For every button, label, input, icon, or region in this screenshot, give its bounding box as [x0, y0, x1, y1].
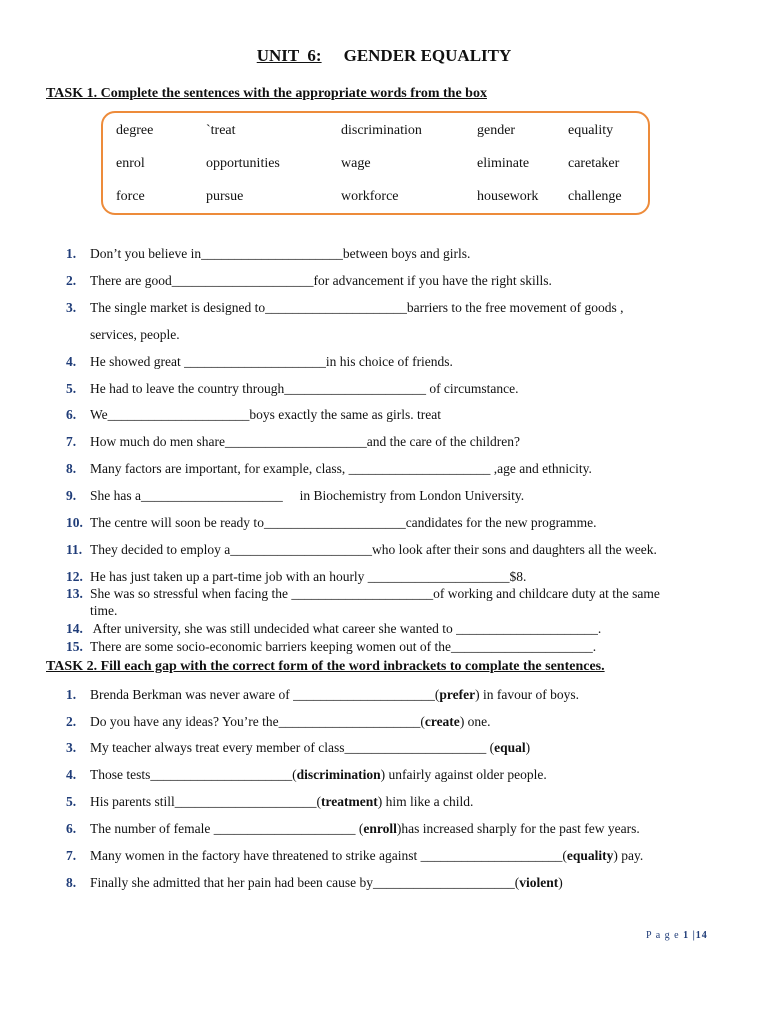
item-text-after: ) him like a child.	[377, 794, 474, 809]
task1-item	[66, 461, 726, 477]
item-text: My teacher always treat every member of class_____________________ (	[90, 740, 495, 755]
item-text: She has a_____________________ in Biochemistry from London University.	[90, 488, 525, 503]
item-text: We_____________________boys exactly the same as girls. treat	[90, 407, 441, 422]
task1-item	[66, 569, 726, 585]
task2-item	[66, 821, 726, 837]
bracket-word: equality	[566, 848, 614, 863]
item-number: 8.	[66, 875, 77, 890]
item-number: 6.	[66, 407, 77, 422]
item-text: He had to leave the country through_____________________ of circumstance.	[90, 381, 519, 396]
box-word: `treat	[206, 123, 236, 138]
item-text: How much do men share_____________________and the care of the children?	[90, 434, 521, 449]
box-word: caretaker	[568, 156, 620, 171]
page-label: P a g e	[646, 930, 680, 941]
bracket-word: treatment	[321, 794, 378, 809]
item-text: Brenda Berkman was never aware of _____________________(	[90, 687, 440, 702]
item-number: 14.	[66, 621, 83, 636]
task1-item	[66, 273, 726, 289]
item-text-after: )	[558, 875, 563, 890]
bracket-word: prefer	[439, 687, 476, 702]
item-text: She was so stressful when facing the _____________________of working and childcare duty at the same	[90, 586, 660, 601]
box-word: gender	[477, 123, 516, 138]
topic-label: GENDER EQUALITY	[343, 46, 512, 65]
task1-item	[66, 381, 726, 397]
item-text-after: )	[525, 740, 531, 755]
box-word: opportunities	[206, 156, 280, 171]
item-text: Many factors are important, for example, class, _____________________ ,age and ethnicity.	[90, 461, 592, 476]
bracket-word: discrimination	[296, 767, 381, 782]
item-text: The centre will soon be ready to_____________________candidates for the new programme.	[90, 515, 597, 530]
box-word: degree	[116, 123, 154, 138]
item-number: 4.	[66, 767, 77, 782]
task2-item	[66, 740, 726, 756]
box-word: housework	[477, 189, 539, 204]
task1-item	[66, 639, 726, 655]
item-text: Many women in the factory have threatened to strike against _____________________(	[90, 848, 567, 863]
box-word: equality	[568, 123, 614, 138]
item-number: 12.	[66, 569, 83, 584]
item-text: After university, she was still undecided what career she wanted to _____________________.	[90, 621, 602, 636]
item-number: 6.	[66, 821, 77, 836]
unit-label: UNIT 6:	[256, 46, 322, 65]
task1-item	[66, 542, 726, 558]
item-text: He showed great _____________________in his choice of friends.	[90, 354, 453, 369]
task2-item	[66, 794, 726, 810]
item-number: 2.	[66, 273, 77, 288]
task2-item	[66, 687, 726, 703]
item-text-after: ) one.	[459, 714, 491, 729]
item-number: 10.	[66, 515, 83, 530]
task1-item	[66, 407, 726, 423]
item-number: 3.	[66, 740, 77, 755]
word-box	[101, 111, 650, 215]
box-word: pursue	[206, 189, 244, 204]
box-word: challenge	[568, 189, 622, 204]
box-word: discrimination	[341, 123, 422, 138]
task1-heading: TASK 1. Complete the sentences with the appropriate words from the box	[46, 86, 487, 101]
item-text-after: ) in favour of boys.	[475, 687, 579, 702]
box-word: force	[116, 189, 145, 204]
bracket-word: create	[424, 714, 460, 729]
item-text: He has just taken up a part-time job with an hourly _____________________$8.	[90, 569, 527, 584]
item-number: 13.	[66, 586, 83, 601]
item-number: 5.	[66, 794, 77, 809]
item-text-after: )has increased sharply for the past few years.	[396, 821, 640, 836]
item-text: His parents still_____________________(	[90, 794, 321, 809]
item-text: The number of female _____________________ (	[90, 821, 364, 836]
task1-item	[66, 621, 726, 637]
item-text-continued: services, people.	[90, 327, 180, 342]
task1-item	[66, 246, 726, 262]
task1-item	[66, 515, 726, 531]
task1-item	[66, 300, 726, 316]
item-number: 9.	[66, 488, 77, 503]
item-text: Don’t you believe in_____________________between boys and girls.	[90, 246, 471, 261]
item-number: 4.	[66, 354, 77, 369]
item-text: They decided to employ a_____________________who look after their sons and daughters all the week.	[90, 542, 657, 557]
task1-item	[66, 354, 726, 370]
task1-item-continuation	[66, 327, 726, 343]
task1-item-continuation	[66, 603, 726, 619]
item-number: 1.	[66, 246, 77, 261]
item-number: 5.	[66, 381, 77, 396]
task1-item	[66, 586, 726, 602]
box-word: wage	[341, 156, 371, 171]
page-number: 1 |14	[683, 930, 708, 941]
item-number: 15.	[66, 639, 83, 654]
item-text-continued: time.	[90, 603, 118, 618]
item-text: Do you have any ideas? You’re the_____________________(	[90, 714, 425, 729]
task2-heading: TASK 2. Fill each gap with the correct form of the word inbrackets to complate the sentences.	[46, 659, 605, 674]
item-text: There are good_____________________for advancement if you have the right skills.	[90, 273, 552, 288]
bracket-word: equal	[494, 740, 526, 755]
task2-item	[66, 875, 726, 891]
item-text: The single market is designed to_____________________barriers to the free movement of goods ,	[90, 300, 624, 315]
task1-item	[66, 434, 726, 450]
page-title	[0, 46, 768, 66]
task2-item	[66, 767, 726, 783]
item-text-after: ) unfairly against older people.	[380, 767, 547, 782]
task1-item	[66, 488, 726, 504]
bracket-word: enroll	[363, 821, 397, 836]
item-number: 7.	[66, 434, 77, 449]
box-word: eliminate	[477, 156, 530, 171]
item-number: 2.	[66, 714, 77, 729]
item-number: 8.	[66, 461, 77, 476]
item-number: 7.	[66, 848, 77, 863]
item-text: Finally she admitted that her pain had been cause by_____________________(	[90, 875, 520, 890]
item-text: Those tests_____________________(	[90, 767, 297, 782]
item-text-after: ) pay.	[613, 848, 644, 863]
task2-item	[66, 714, 726, 730]
box-word: enrol	[116, 156, 145, 171]
item-number: 1.	[66, 687, 77, 702]
box-word: workforce	[341, 189, 399, 204]
item-text: There are some socio-economic barriers keeping women out of the_____________________.	[90, 639, 597, 654]
bracket-word: violent	[519, 875, 559, 890]
page-footer	[646, 930, 708, 941]
item-number: 3.	[66, 300, 77, 315]
item-number: 11.	[66, 542, 83, 557]
task2-item	[66, 848, 726, 864]
